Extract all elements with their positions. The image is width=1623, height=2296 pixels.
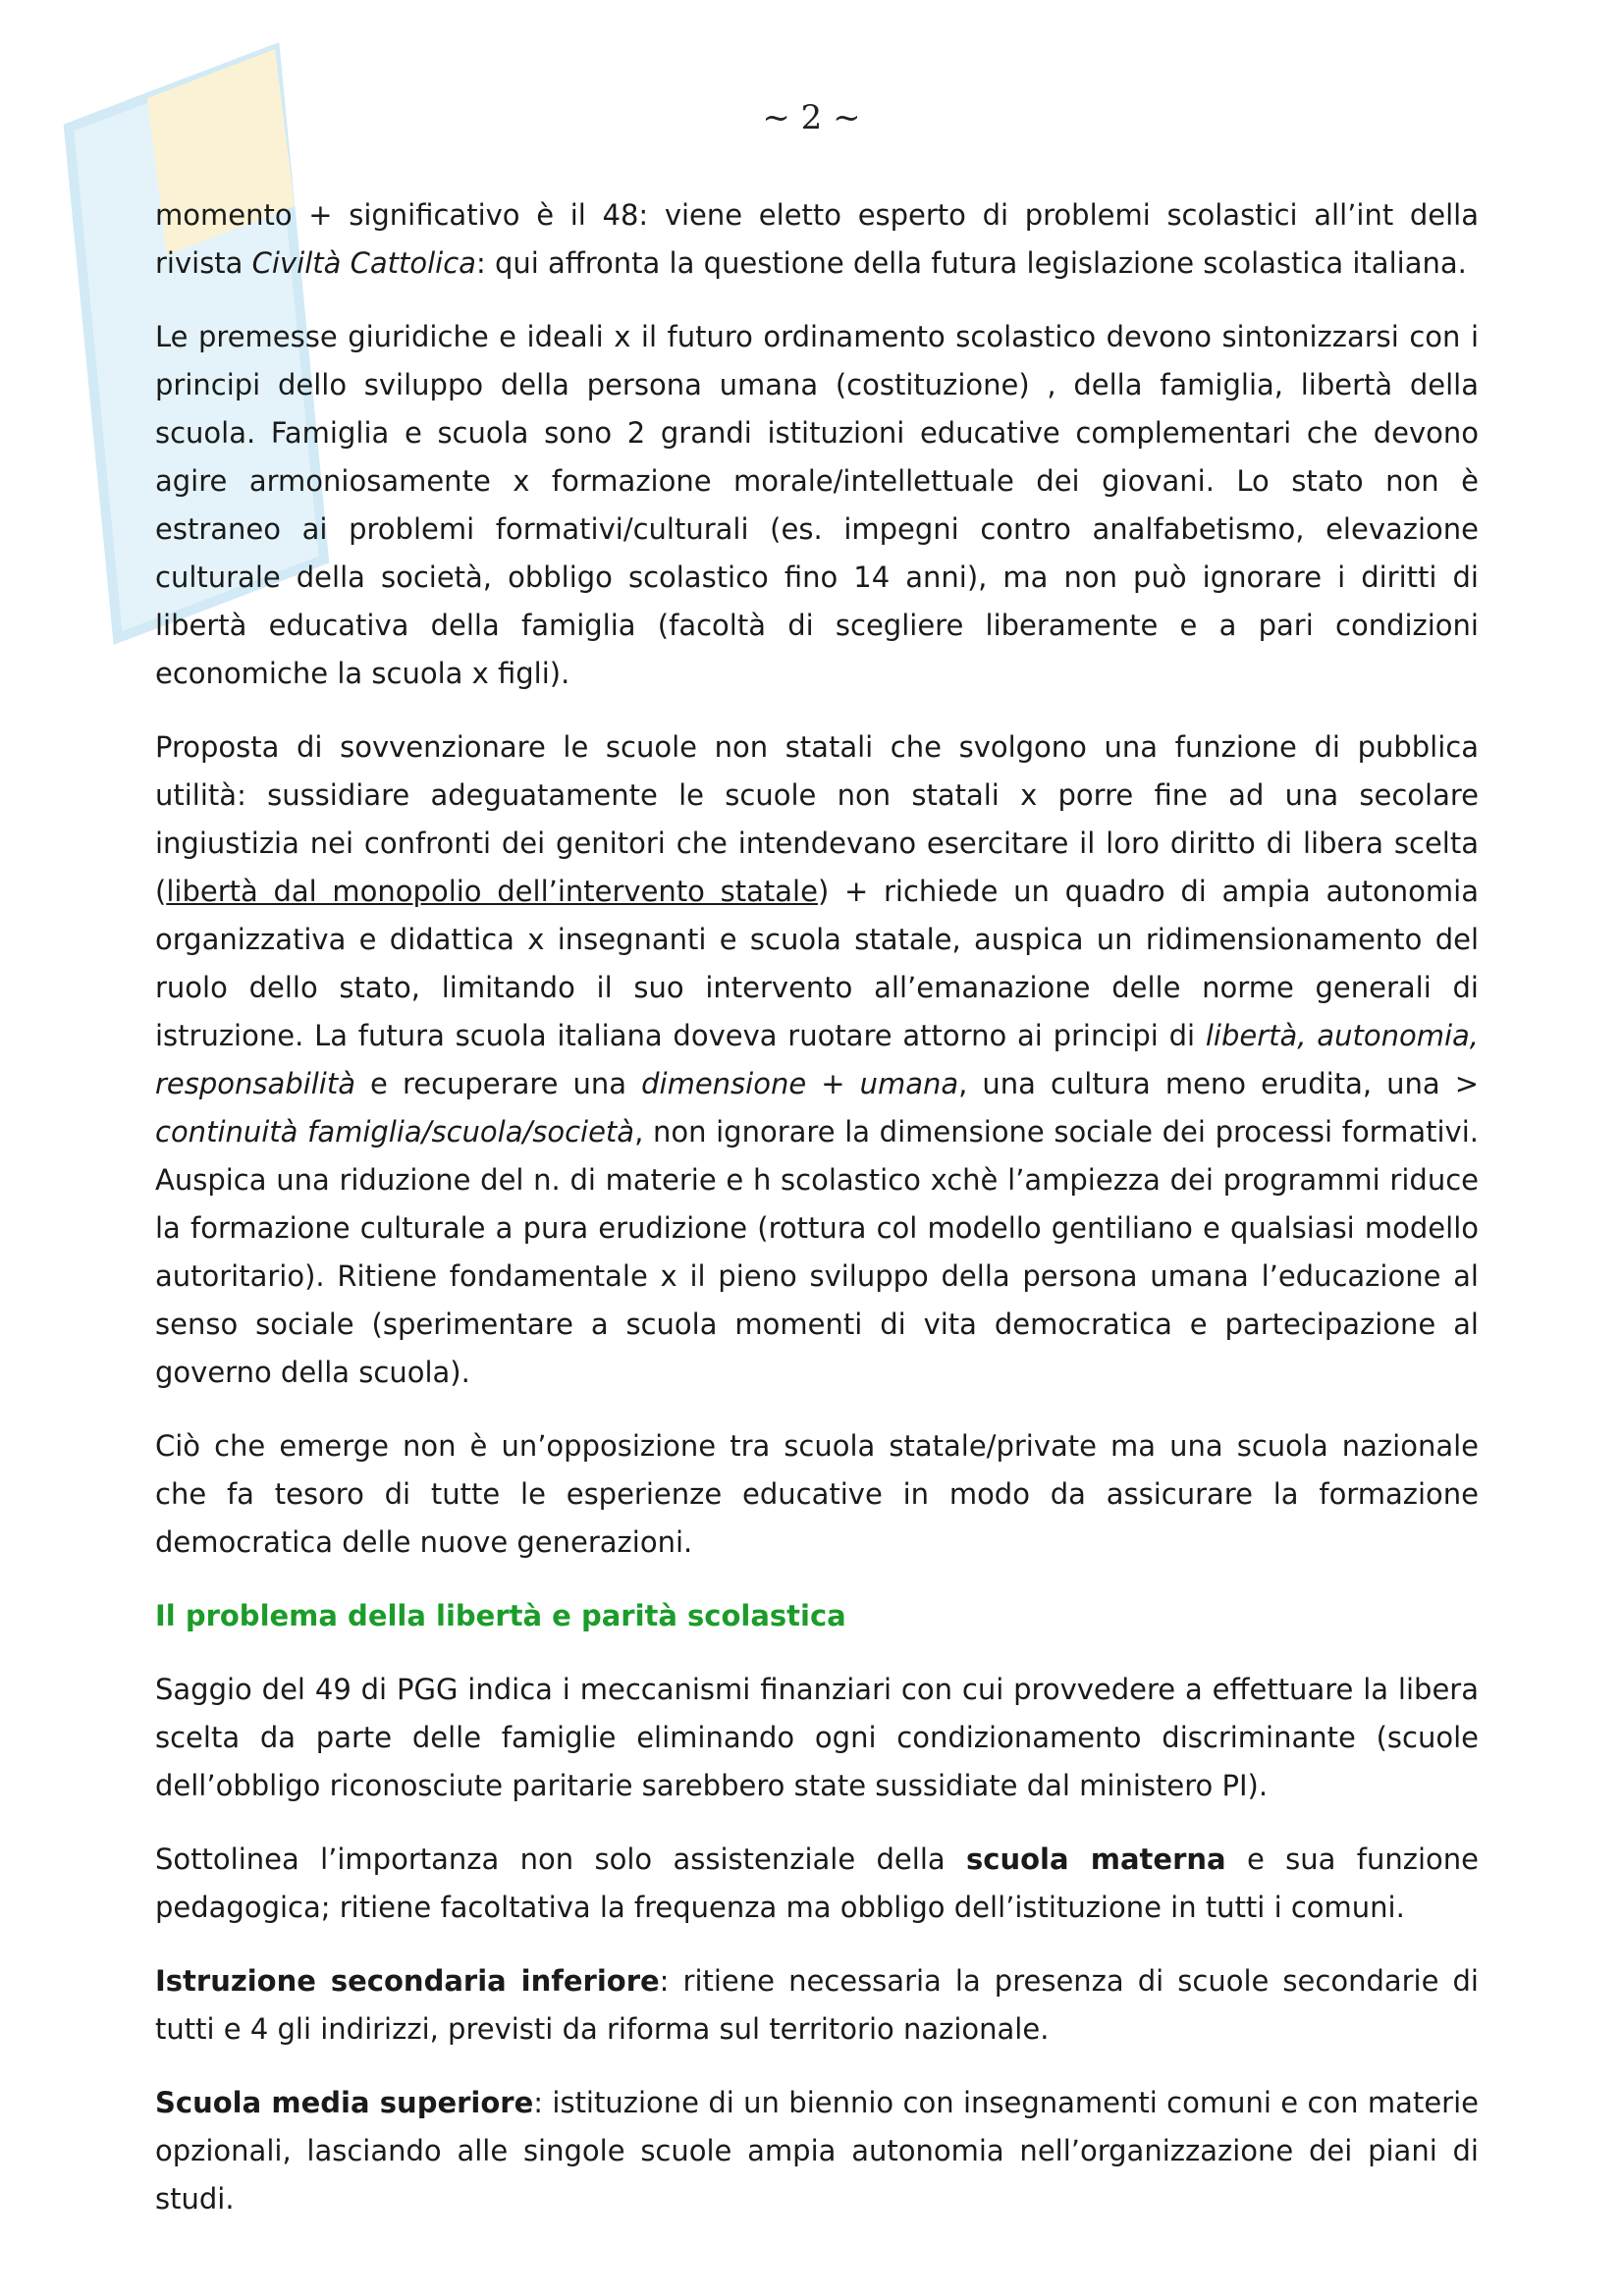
- paragraph-7: Istruzione secondaria inferiore: ritiene necessaria la presenza di scuole secondarie di tutti e 4 gli indirizzi, previsti da riforma sul territorio nazionale.: [155, 1964, 1479, 2046]
- paragraph-1: momento + significativo è il 48: viene eletto esperto di problemi scolastici all’int della rivista Civiltà Cattolica: qui affronta la questione della futura legislazione scolastica italiana.: [155, 198, 1479, 280]
- page-number: ~ 2 ~: [762, 98, 861, 137]
- document-body: [155, 191, 1479, 2249]
- paragraph-6: Sottolinea l’importanza non solo assistenziale della scuola materna e sua funzione pedagogica; ritiene facoltativa la frequenza ma obbligo dell’istituzione in tutti i comuni.: [155, 1842, 1479, 1924]
- underlined-phrase: libertà dal monopolio dell’intervento statale: [166, 875, 818, 908]
- paragraph-2: Le premesse giuridiche e ideali x il futuro ordinamento scolastico devono sintonizzarsi con i principi dello sviluppo della persona umana (costituzione) , della famiglia, libertà della scuola. Famiglia e scuola sono 2 grandi istituzioni educative complementari che devono agire armoniosamente x formazione morale/intellettuale dei giovani. Lo stato non è estraneo ai problemi formativi/culturali (es. impegni contro analfabetismo, elevazione culturale della società, obbligo scolastico fino 14 anni), ma non può ignorare i diritti di libertà educativa della famiglia (facoltà di scegliere liberamente e a pari condizioni economiche la scuola x figli).: [155, 320, 1479, 690]
- paragraph-3: Proposta di sovvenzionare le scuole non statali che svolgono una funzione di pubblica utilità: sussidiare adeguatamente le scuole non statali x porre fine ad una secolare ingiustizia nei confronti dei genitori che intendevano esercitare il loro diritto di libera scelta (libertà dal monopolio dell’intervento statale) + richiede un quadro di ampia autonomia organizzativa e didattica x insegnanti e scuola statale, auspica un ridimensionamento del ruolo dello stato, limitando il suo intervento all’emanazione delle norme generali di istruzione. La futura scuola italiana doveva ruotare attorno ai principi di libertà, autonomia, responsabilità e recuperare una dimensione + umana, una cultura meno erudita, una > continuità famiglia/scuola/società, non ignorare la dimensione sociale dei processi formativi. Auspica una riduzione del n. di materie e h scolastico xchè l’ampiezza dei programmi riduce la formazione culturale a pura erudizione (rottura col modello gentiliano e qualsiasi modello autoritario). Ritiene fondamentale x il pieno sviluppo della persona umana l’educazione al senso sociale (sperimentare a scuola momenti di vita democratica e partecipazione al governo della scuola).: [155, 730, 1479, 1389]
- paragraph-8: Scuola media superiore: istituzione di un biennio con insegnamenti comuni e con materie opzionali, lasciando alle singole scuole ampia autonomia nell’organizzazione dei piani di studi.: [155, 2086, 1479, 2216]
- paragraph-5: Saggio del 49 di PGG indica i meccanismi finanziari con cui provvedere a effettuare la libera scelta da parte delle famiglie eliminando ogni condizionamento discriminante (scuole dell’obbligo riconosciute paritarie sarebbero state sussidiate dal ministero PI).: [155, 1673, 1479, 1802]
- paragraph-4: Ciò che emerge non è un’opposizione tra scuola statale/private ma una scuola nazionale che fa tesoro di tutte le esperienze educative in modo da assicurare la formazione democratica delle nuove generazioni.: [155, 1429, 1479, 1559]
- section-heading: Il problema della libertà e parità scolastica: [155, 1599, 846, 1632]
